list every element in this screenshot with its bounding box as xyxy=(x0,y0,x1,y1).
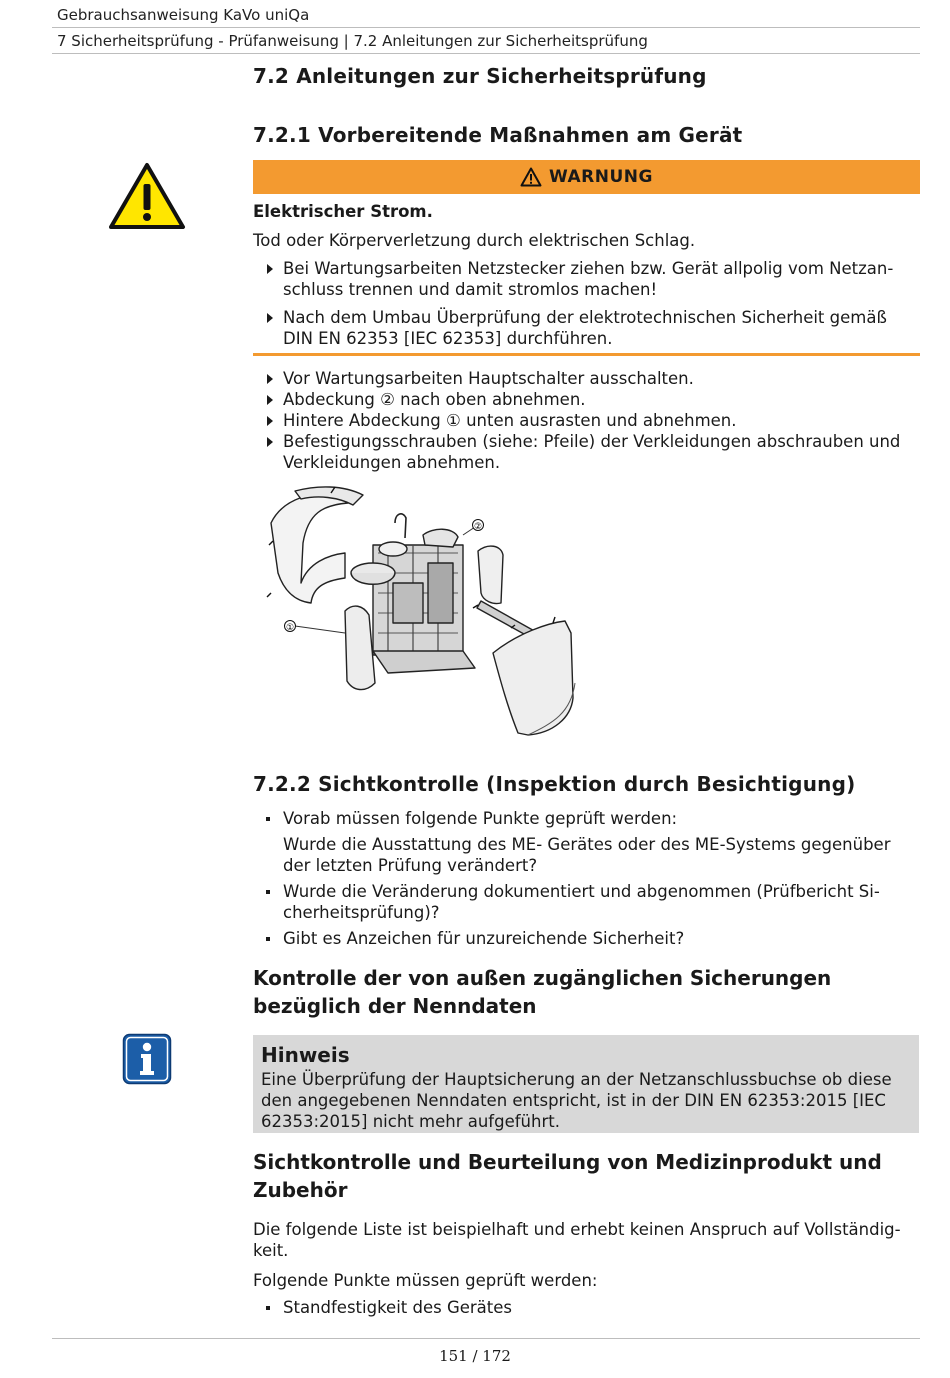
inspection-item-1-sub: Wurde die Ausstattung des ME- Gerätes oder des ME-Systems gegenüber der letzten Prüfung verändert? xyxy=(283,835,891,875)
hint-text: Eine Überprüfung der Hauptsicherung an der Netzanschlussbuchse ob diese den angegebenen Nenndaten entspricht, ist in der DIN EN 62353:2015 [IEC 62353:2015] nicht mehr aufgeführt. xyxy=(261,1070,892,1131)
preparation-steps xyxy=(253,368,920,473)
callout-2: ② xyxy=(473,522,483,532)
footer-divider xyxy=(52,1338,920,1339)
subheading-fuses: Kontrolle der von außen zugänglichen Sicherungen bezüglich der Nenndaten xyxy=(253,966,832,1018)
header-divider xyxy=(52,27,920,28)
list-item xyxy=(253,808,920,876)
warning-end-rule xyxy=(253,353,920,356)
hint-box xyxy=(253,1035,919,1133)
hint-title: Hinweis xyxy=(261,1043,350,1067)
warning-action-item: Bei Wartungsarbeiten Netzstecker ziehen bzw. Gerät allpolig vom Netzanschluss trennen und damit stromlos machen! xyxy=(253,258,920,300)
step-item: Befestigungsschrauben (siehe: Pfeile) der Verkleidungen abschrauben und Verkleidungen abnehmen. xyxy=(253,431,920,473)
warning-small-icon xyxy=(520,167,542,187)
section-heading-7-2-2: 7.2.2 Sichtkontrolle (Inspektion durch Besichtigung) xyxy=(253,772,856,796)
warning-heading: Elektrischer Strom. xyxy=(253,202,433,221)
header-divider xyxy=(52,53,920,54)
warning-text: Tod oder Körperverletzung durch elektrischen Schlag. xyxy=(253,231,696,250)
chapter-breadcrumb: 7 Sicherheitsprüfung - Prüfanweisung | 7.2 Anleitungen zur Sicherheitsprüfung xyxy=(57,32,648,50)
warning-action-item: Nach dem Umbau Überprüfung der elektrotechnischen Sicherheit gemäß DIN EN 62353 [IEC 62353] durchführen. xyxy=(253,307,920,349)
section-heading-7-2: 7.2 Anleitungen zur Sicherheitsprüfung xyxy=(253,64,707,88)
visual-lead: Folgende Punkte müssen geprüft werden: xyxy=(253,1271,598,1290)
info-icon xyxy=(122,1033,172,1085)
step-item: Abdeckung ② nach oben abnehmen. xyxy=(253,389,920,410)
warning-label: WARNUNG xyxy=(549,167,653,187)
visual-intro: Die folgende Liste ist beispielhaft und erhebt keinen Anspruch auf Vollständigkeit. xyxy=(253,1220,901,1260)
list-item: Standfestigkeit des Gerätes xyxy=(253,1297,920,1318)
step-item: Hintere Abdeckung ① unten ausrasten und abnehmen. xyxy=(253,410,920,431)
subheading-visual-inspection: Sichtkontrolle und Beurteilung von Medizinprodukt und Zubehör xyxy=(253,1150,882,1202)
warning-actions xyxy=(253,258,920,349)
list-item: Gibt es Anzeichen für unzureichende Sicherheit? xyxy=(253,928,920,949)
section-heading-7-2-1: 7.2.1 Vorbereitende Maßnahmen am Gerät xyxy=(253,123,743,147)
document-title: Gebrauchsanweisung KaVo uniQa xyxy=(57,6,310,24)
device-exploded-drawing xyxy=(253,483,588,740)
warning-triangle-icon xyxy=(108,162,186,230)
inspection-item-1: Vorab müssen folgende Punkte geprüft werden: xyxy=(283,809,678,828)
list-item: Wurde die Veränderung dokumentiert und abgenommen (Prüfbericht Sicherheitsprüfung)? xyxy=(253,881,920,923)
inspection-list xyxy=(253,808,920,949)
step-item: Vor Wartungsarbeiten Hauptschalter ausschalten. xyxy=(253,368,920,389)
callout-1: ① xyxy=(285,623,295,633)
visual-items xyxy=(253,1297,920,1318)
warning-banner xyxy=(253,160,920,194)
page-number: 151 / 172 xyxy=(439,1347,511,1365)
